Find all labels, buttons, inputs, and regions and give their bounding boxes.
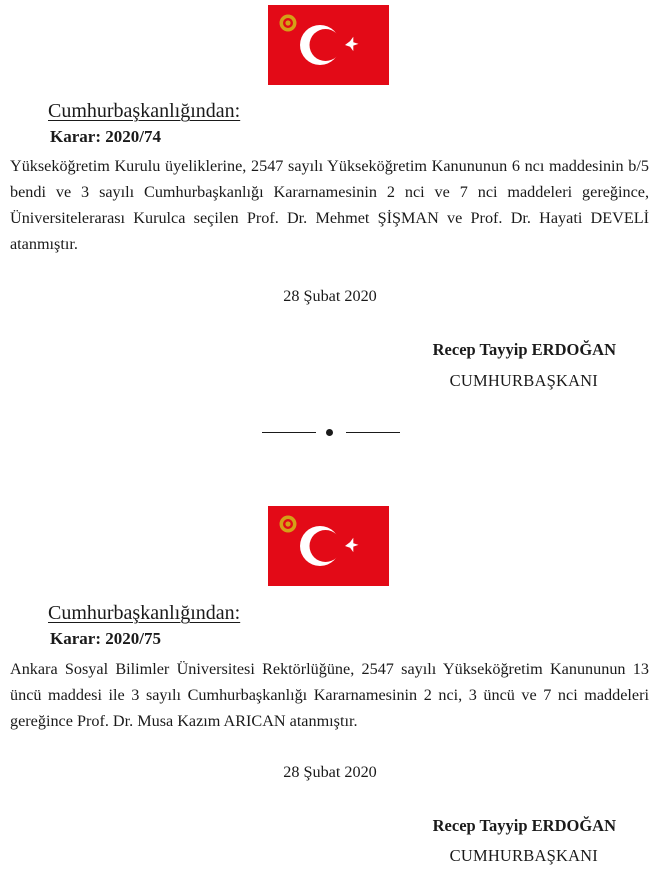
presidential-emblem-icon xyxy=(280,15,297,32)
decision-number: Karar: 2020/74 xyxy=(50,127,161,146)
signer-title: CUMHURBAŞKANI xyxy=(449,371,598,390)
separator-line-left xyxy=(262,432,316,433)
issuer-heading: Cumhurbaşkanlığından: xyxy=(48,602,241,624)
separator-dot xyxy=(326,429,333,436)
presidential-emblem-icon xyxy=(280,516,297,533)
issuer-heading: Cumhurbaşkanlığından: xyxy=(48,100,241,122)
section-separator xyxy=(262,424,400,440)
separator-line-right xyxy=(346,432,400,433)
turkish-flag-icon xyxy=(268,506,389,586)
decree-date: 28 Şubat 2020 xyxy=(283,287,377,305)
signer-name: Recep Tayyip ERDOĞAN xyxy=(432,816,616,835)
turkish-flag-icon xyxy=(268,5,389,85)
decree-date: 28 Şubat 2020 xyxy=(283,763,377,781)
decision-number: Karar: 2020/75 xyxy=(50,629,161,648)
decree-body: Yükseköğretim Kurulu üyeliklerine, 2547 sayılı Yükseköğretim Kanununun 6 ncı maddesinin b/5 bendi ve 3 sayılı Cumhurbaşkanlığı Kararnamesinin 2 nci ve 7 nci maddeleri gereğince, Üniversitelerarası Kurulca seçilen Prof. Dr. Mehmet ŞİŞMAN ve Prof. Dr. Hayati DEVELİ atanmıştır. xyxy=(10,157,649,253)
decree-body: Ankara Sosyal Bilimler Üniversitesi Rektörlüğüne, 2547 sayılı Yükseköğretim Kanununun 13 üncü maddesi ile 3 sayılı Cumhurbaşkanlığı Kararnamesinin 2 nci, 3 üncü ve 7 nci maddeleri gereğince Prof. Dr. Musa Kazım ARICAN atanmıştır. xyxy=(10,660,649,730)
signer-title: CUMHURBAŞKANI xyxy=(449,846,598,865)
signer-name: Recep Tayyip ERDOĞAN xyxy=(432,340,616,359)
